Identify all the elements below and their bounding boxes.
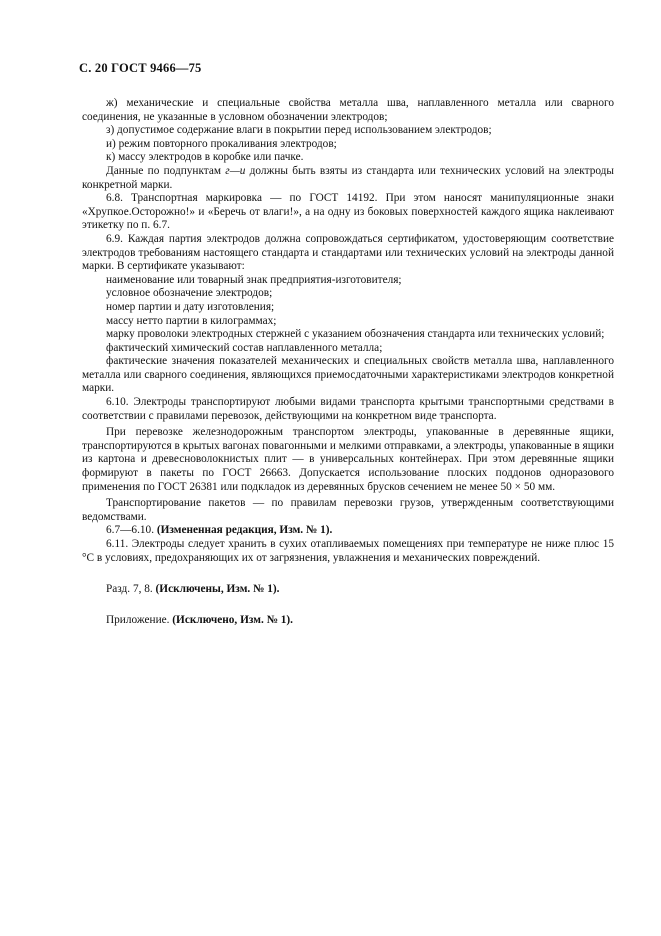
sections-excluded [82,583,614,597]
document-body [82,97,614,627]
appendix-excluded [82,614,614,628]
sections-note: (Исключены, Изм. № 1). [155,583,280,596]
certificate-item-6: фактический химический состав наплавленного металла; [106,341,383,354]
data-note-start: Данные по подпунктам [106,164,226,177]
appendix-note: (Исключено, Изм. № 1). [172,613,294,626]
certificate-item-5: марку проволоки электродных стержней с указанием обозначения стандарта или технических условий; [106,328,605,341]
amendment-note: (Измененная редакция, Изм. № 1). [156,524,333,537]
data-note-end: должны быть взяты из стандарта или технических условий на электроды конкретной марки. [82,164,615,191]
item-i: и) режим повторного прокаливания электродов; [106,137,337,150]
item-zh: ж) механические и специальные свойства металла шва, наплавленного металла или сварного соединения, не указанные в условном обозначении электродов; [82,97,614,123]
clause-6-10: 6.10. Электроды транспортируют любыми видами транспорта крытыми транспортными средствами в соответствии с правилами перевозок, действующими на конкретном виде транспорта. [82,396,614,422]
item-k: к) массу электродов в коробке или пачке. [106,151,304,164]
page-header: С. 20 ГОСТ 9466—75 [79,61,202,75]
certificate-item-7: фактические значения показателей механических и специальных свойств металла шва, наплавленного металла или сварного соединения, являющихся приемосдаточными характеристиками электродов конкретной марки. [82,355,614,395]
certificate-item-2: условное обозначение электродов; [106,287,273,300]
certificate-item-3: номер партии и дату изготовления; [106,300,275,313]
item-z: з) допустимое содержание влаги в покрытии перед использованием электродов; [106,124,492,137]
package-transport-paragraph: Транспортирование пакетов — по правилам перевозки грузов, утвержденным соответствующими ведомствами. [82,497,614,523]
data-subitems-note [82,165,614,192]
certificate-item-1: наименование или товарный знак предприятия-изготовителя; [106,273,402,286]
amendment-range: 6.7—6.10. [106,524,157,537]
certificate-item-4: массу нетто партии в килограммах; [106,314,277,327]
clause-6-8: 6.8. Транспортная маркировка — по ГОСТ 14192. При этом наносят манипуляционные знаки «Хрупкое.Осторожно!» и «Беречь от влаги!», а на одну из боковых поверхностей каждого ящика наклеивают этикетку по п. 6.7. [82,192,614,232]
appendix-label: Приложение. [106,613,173,626]
clause-6-9: 6.9. Каждая партия электродов должна сопровождаться сертификатом, удостоверяющим соответствие электродов требованиям настоящего стандарта и стандартами или технических условий на электроды данной марки. В сертификате указывают: [82,232,614,273]
data-note-range: г—и [225,164,246,177]
sections-label: Разд. 7, 8. [106,583,156,596]
amendment-6-7-6-10 [82,524,614,538]
clause-6-11: 6.11. Электроды следует хранить в сухих отапливаемых помещениях при температуре не ниже плюс 15 °С в условиях, предохраняющих их от загрязнения, увлажнения и механических повреждений. [82,538,614,564]
rail-transport-paragraph: При перевозке железнодорожным транспортом электроды, упакованные в деревянные ящики, транспортируются в крытых вагонах повагонными и мелкими отправками, а электроды, упакованные в ящики из картона и древесноволокнистых плит — в универсальных контейнерах. При этом деревянные ящики формируют в пакеты по ГОСТ 26663. Допускается использование плоских поддонов одноразового применения по ГОСТ 26381 или подкладок из деревянных брусков сечением не менее 50 × 50 мм. [82,426,614,493]
